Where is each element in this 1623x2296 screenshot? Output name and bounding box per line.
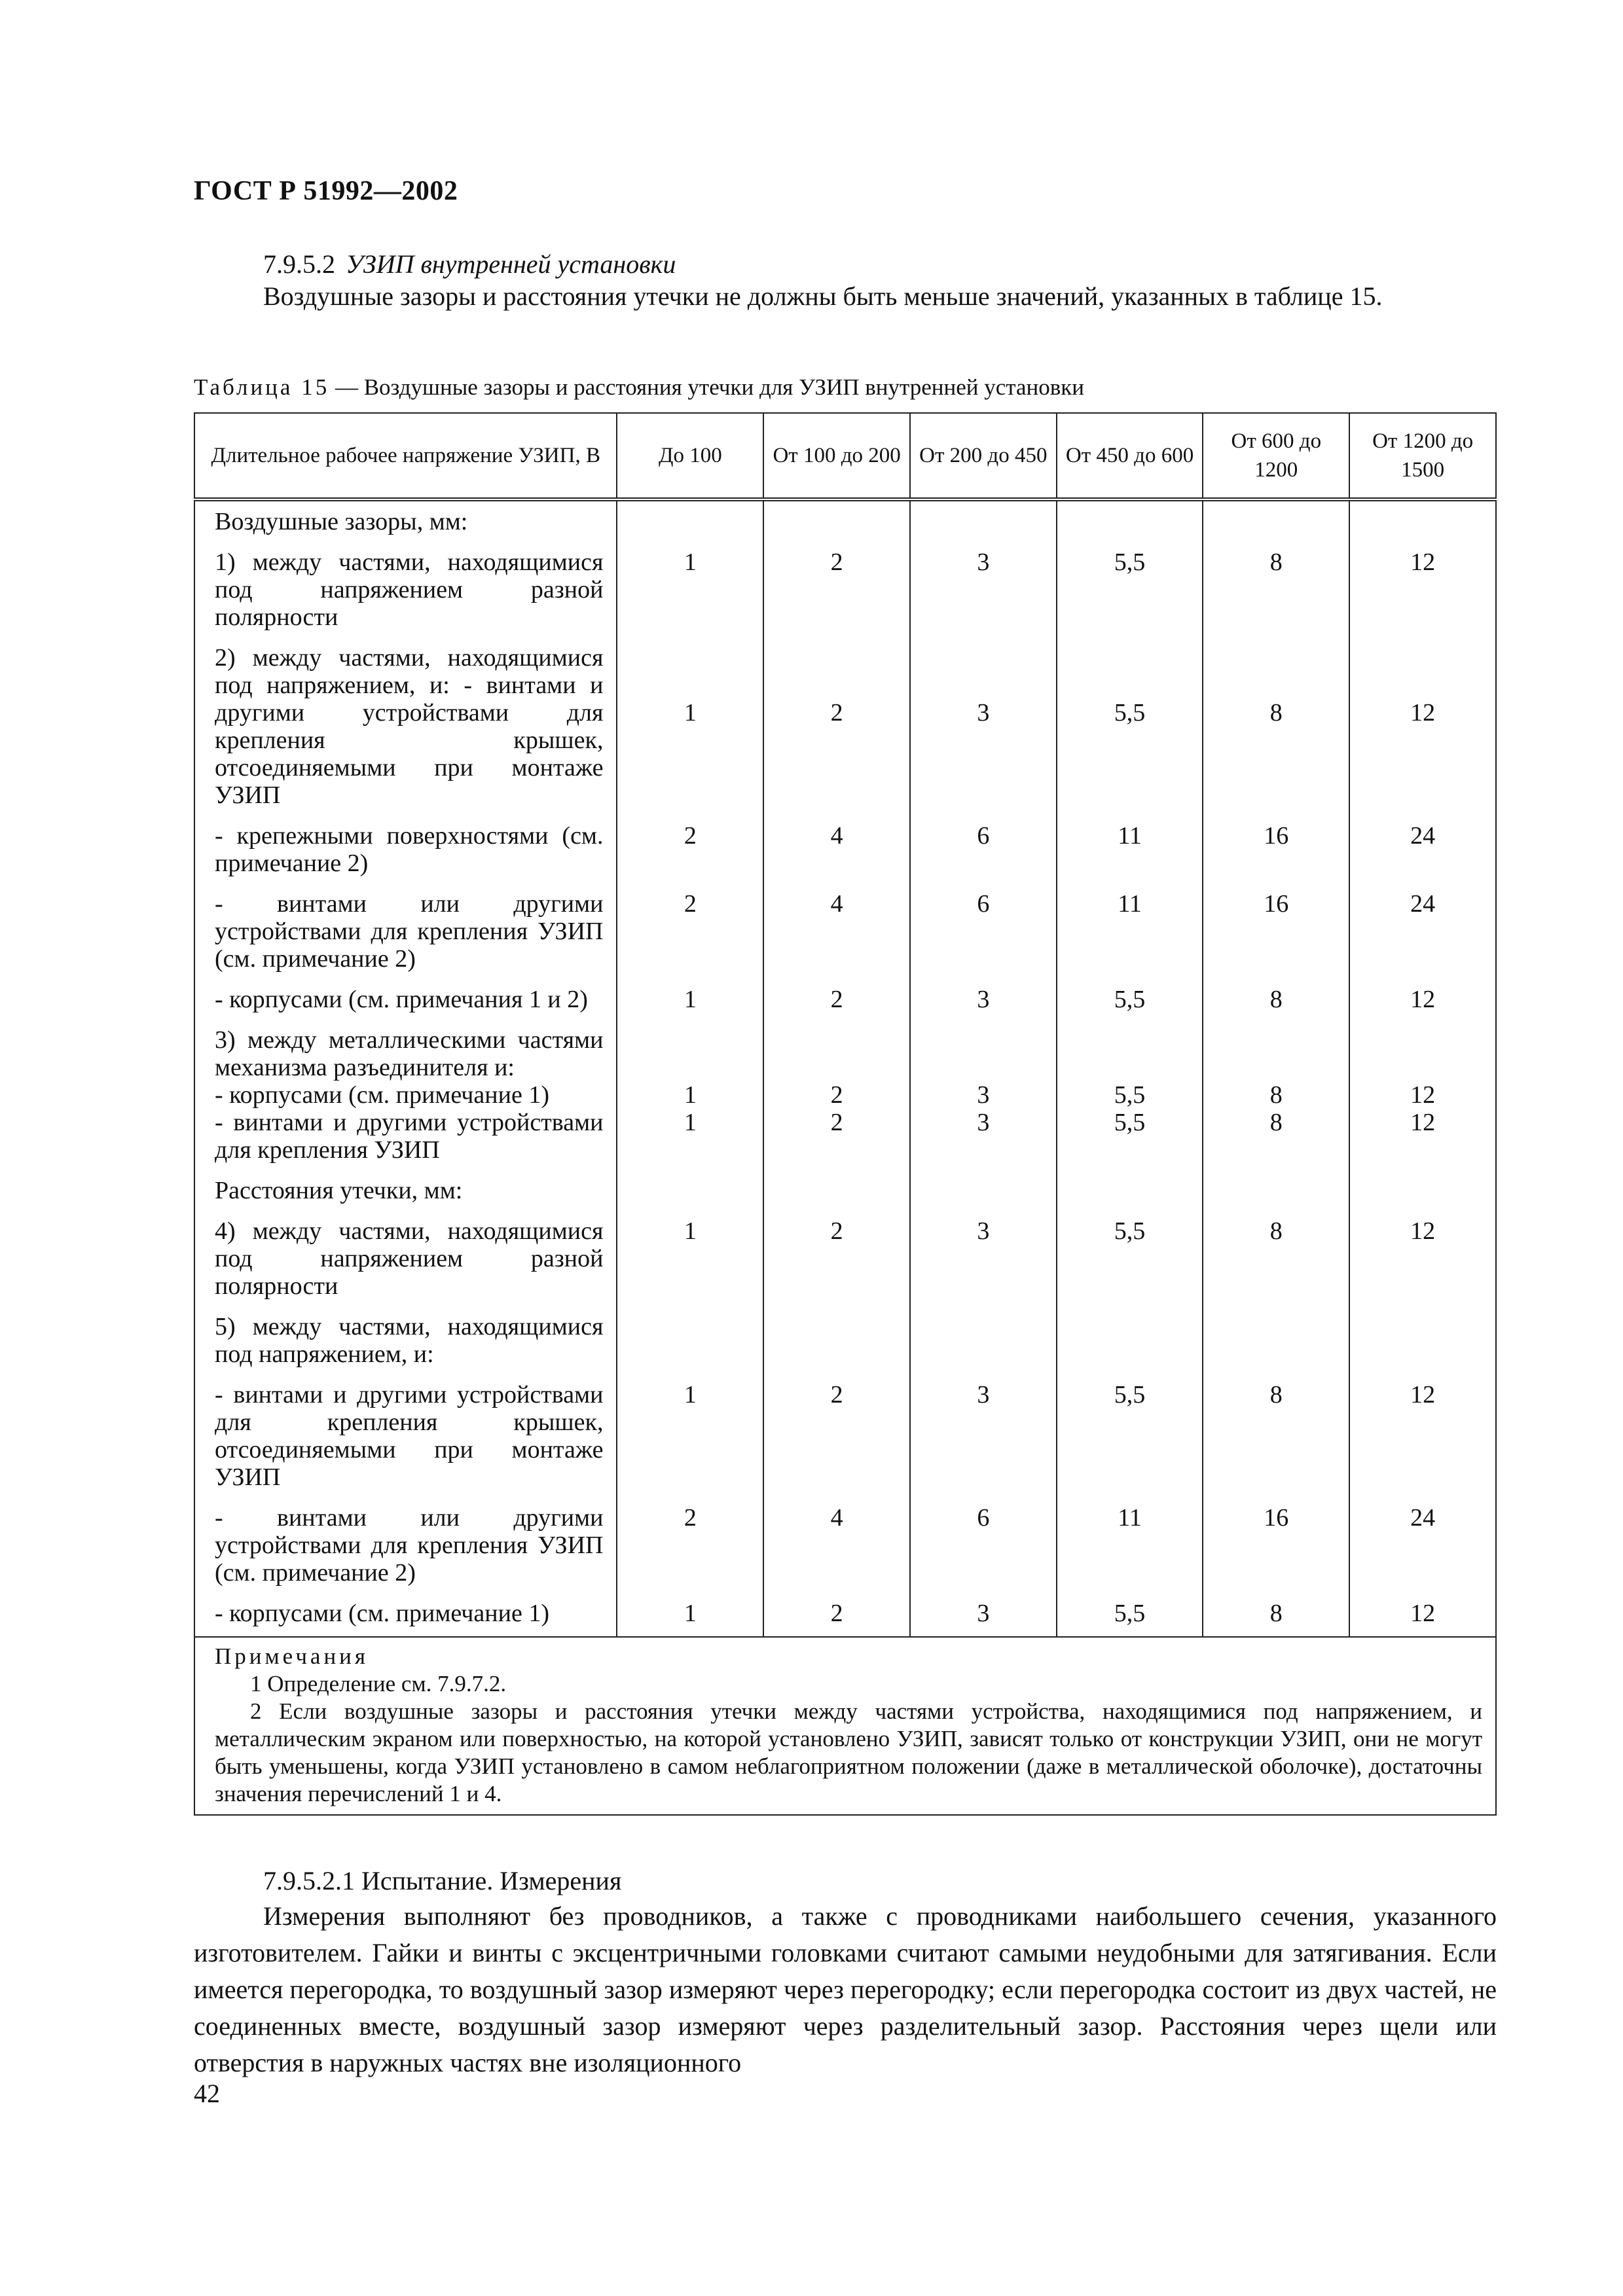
cell-value: 2 (763, 535, 910, 631)
cell-value: 3 (910, 1587, 1057, 1637)
cell-value: 6 (910, 1491, 1057, 1587)
row-label: 4) между частями, находящимися под напряжением разной полярности (194, 1204, 617, 1300)
cell-value: 5,5 (1057, 1204, 1203, 1300)
row-label: - винтами или другими устройствами для крепления УЗИП (см. примечание 2) (194, 1491, 617, 1587)
page-number: 42 (194, 2079, 220, 2108)
cell-value (617, 1013, 763, 1081)
cell-value: 3 (910, 973, 1057, 1013)
cell-value: 1 (617, 973, 763, 1013)
cell-value: 5,5 (1057, 631, 1203, 809)
cell-value: 3 (910, 1081, 1057, 1109)
row-label: 2) между частями, находящимися под напряжением, и: - винтами и другими устройствами для крепления крышек, отсоединяемыми при монтаже УЗИП (194, 631, 617, 809)
table-caption (194, 374, 1084, 401)
table-notes (194, 1637, 1496, 1815)
cell-value (763, 499, 910, 535)
table-row (194, 877, 1496, 973)
cell-value: 11 (1057, 877, 1203, 973)
row-label: - корпусами (см. примечания 1 и 2) (194, 973, 617, 1013)
table-row (194, 535, 1496, 631)
cell-value: 5,5 (1057, 1081, 1203, 1109)
cell-value: 1 (617, 1081, 763, 1109)
header-range-4: От 450 до 600 (1057, 413, 1203, 499)
cell-value (1349, 499, 1496, 535)
table-row (194, 1013, 1496, 1081)
cell-value: 1 (617, 1109, 763, 1164)
table-caption-label: Таблица 15 (194, 374, 330, 400)
row-label: - винтами и другими устройствами для крепления крышек, отсоединяемыми при монтаже УЗИП (194, 1368, 617, 1491)
cell-value: 5,5 (1057, 535, 1203, 631)
cell-value: 4 (763, 877, 910, 973)
table-row (194, 1587, 1496, 1637)
cell-value: 5,5 (1057, 1368, 1203, 1491)
cell-value: 12 (1349, 973, 1496, 1013)
cell-value (910, 1300, 1057, 1368)
section-number: 7.9.5.2 (263, 249, 335, 279)
cell-value: 12 (1349, 1109, 1496, 1164)
cell-value: 16 (1203, 1491, 1349, 1587)
table-row (194, 631, 1496, 809)
cell-value: 1 (617, 535, 763, 631)
header-range-5: От 600 до 1200 (1203, 413, 1349, 499)
cell-value (1349, 1164, 1496, 1204)
row-label: - корпусами (см. примечание 1) (194, 1587, 617, 1637)
cell-value: 1 (617, 1368, 763, 1491)
cell-value: 1 (617, 1204, 763, 1300)
header-range-3: От 200 до 450 (910, 413, 1057, 499)
cell-value: 3 (910, 1204, 1057, 1300)
cell-value: 4 (763, 1491, 910, 1587)
table-row (194, 499, 1496, 535)
table-row (194, 809, 1496, 877)
cell-value: 2 (763, 973, 910, 1013)
note-2: 2 Если воздушные зазоры и расстояния утечки между частями устройства, находящимися под напряжением, и металлическим экраном или поверхностью, на которой установлено УЗИП, зависят только от конструкции УЗИП, они не могут быть уменьшены, когда УЗИП установлено в самом неблагоприятном положении (даже в металлической оболочке), достаточны значения перечислений 1 и 4. (215, 1698, 1482, 1806)
cell-value: 24 (1349, 809, 1496, 877)
cell-value: 3 (910, 535, 1057, 631)
note-1: 1 Определение см. 7.9.7.2. (250, 1671, 507, 1696)
cell-value: 2 (763, 1081, 910, 1109)
cell-value: 4 (763, 809, 910, 877)
cell-value (617, 499, 763, 535)
cell-value: 2 (763, 1587, 910, 1637)
cell-value: 12 (1349, 1204, 1496, 1300)
cell-value: 8 (1203, 1587, 1349, 1637)
subsection-heading: 7.9.5.2.1 Испытание. Измерения (263, 1866, 622, 1895)
cell-value (910, 1164, 1057, 1204)
cell-value: 11 (1057, 1491, 1203, 1587)
cell-value: 3 (910, 1109, 1057, 1164)
cell-value (1349, 1013, 1496, 1081)
cell-value: 16 (1203, 809, 1349, 877)
cell-value: 3 (910, 631, 1057, 809)
cell-value: 2 (617, 877, 763, 973)
notes-heading: Примечания (215, 1643, 369, 1669)
cell-value: 8 (1203, 1368, 1349, 1491)
cell-value: 12 (1349, 1587, 1496, 1637)
cell-value (1057, 1164, 1203, 1204)
row-label: Расстояния утечки, мм: (194, 1164, 617, 1204)
cell-value (763, 1300, 910, 1368)
cell-value (1203, 1164, 1349, 1204)
row-label: - крепежными поверхностями (см. примечание 2) (194, 809, 617, 877)
cell-value: 2 (763, 1368, 910, 1491)
cell-value: 5,5 (1057, 973, 1203, 1013)
cell-value (910, 499, 1057, 535)
row-label: 5) между частями, находящимися под напряжением, и: (194, 1300, 617, 1368)
cell-value (763, 1164, 910, 1204)
cell-value: 12 (1349, 631, 1496, 809)
cell-value: 5,5 (1057, 1587, 1203, 1637)
table-row (194, 1164, 1496, 1204)
cell-value: 6 (910, 877, 1057, 973)
section-title: УЗИП внутренней установки (346, 249, 676, 279)
table-row (194, 1081, 1496, 1109)
cell-value (1203, 1013, 1349, 1081)
cell-value: 2 (763, 1204, 910, 1300)
cell-value (910, 1013, 1057, 1081)
section-heading (263, 249, 676, 279)
cell-value: 2 (617, 809, 763, 877)
row-label: - винтами или другими устройствами для крепления УЗИП (см. примечание 2) (194, 877, 617, 973)
row-label: - винтами и другими устройствами для крепления УЗИП (194, 1109, 617, 1164)
cell-value: 12 (1349, 1368, 1496, 1491)
cell-value: 8 (1203, 631, 1349, 809)
table-notes-row (194, 1637, 1496, 1815)
cell-value (1057, 499, 1203, 535)
table-row (194, 1109, 1496, 1164)
cell-value (763, 1013, 910, 1081)
table-row (194, 1491, 1496, 1587)
cell-value: 24 (1349, 877, 1496, 973)
section-intro-paragraph: Воздушные зазоры и расстояния утечки не должны быть меньше значений, указанных в таблице 15. (263, 281, 1383, 311)
cell-value (1057, 1300, 1203, 1368)
cell-value: 2 (617, 1491, 763, 1587)
cell-value (617, 1164, 763, 1204)
cell-value: 3 (910, 1368, 1057, 1491)
cell-value (1203, 1300, 1349, 1368)
cell-value: 8 (1203, 1109, 1349, 1164)
cell-value: 1 (617, 631, 763, 809)
clearance-table (194, 412, 1497, 1816)
header-voltage: Длительное рабочее напряжение УЗИП, В (194, 413, 617, 499)
table-row (194, 1368, 1496, 1491)
row-label: 1) между частями, находящимися под напряжением разной полярности (194, 535, 617, 631)
cell-value: 8 (1203, 535, 1349, 631)
header-range-6: От 1200 до 1500 (1349, 413, 1496, 499)
cell-value: 6 (910, 809, 1057, 877)
cell-value: 2 (763, 631, 910, 809)
cell-value (1349, 1300, 1496, 1368)
header-range-2: От 100 до 200 (763, 413, 910, 499)
cell-value (617, 1300, 763, 1368)
table-row (194, 973, 1496, 1013)
cell-value: 11 (1057, 809, 1203, 877)
cell-value (1057, 1013, 1203, 1081)
cell-value (1203, 499, 1349, 535)
standard-title: ГОСТ Р 51992—2002 (194, 176, 458, 206)
table-row (194, 1300, 1496, 1368)
cell-value: 1 (617, 1587, 763, 1637)
table-caption-text: — Воздушные зазоры и расстояния утечки для УЗИП внутренней установки (329, 374, 1085, 400)
cell-value: 8 (1203, 1081, 1349, 1109)
table-row (194, 1204, 1496, 1300)
header-range-1: До 100 (617, 413, 763, 499)
row-label: 3) между металлическими частями механизма разъединителя и: (194, 1013, 617, 1081)
cell-value: 12 (1349, 535, 1496, 631)
cell-value: 5,5 (1057, 1109, 1203, 1164)
table-header-row (194, 413, 1496, 499)
cell-value: 24 (1349, 1491, 1496, 1587)
row-label: - корпусами (см. примечание 1) (194, 1081, 617, 1109)
cell-value: 12 (1349, 1081, 1496, 1109)
subsection-paragraph: Измерения выполняют без проводников, а также с проводниками наибольшего сечения, указанного изготовителем. Гайки и винты с эксцентричными головками считают самыми неудобными для затягивания. Если имеется перегородка, то воздушный зазор измеряют через перегородку; если перегородка состоит из двух частей, не соединенных вместе, воздушный зазор измеряют через разделительный зазор. Расстояния через щели или отверстия в наружных частях вне изоляционного (194, 1901, 1497, 2077)
cell-value: 8 (1203, 1204, 1349, 1300)
cell-value: 8 (1203, 973, 1349, 1013)
row-label: Воздушные зазоры, мм: (194, 499, 617, 535)
cell-value: 2 (763, 1109, 910, 1164)
cell-value: 16 (1203, 877, 1349, 973)
